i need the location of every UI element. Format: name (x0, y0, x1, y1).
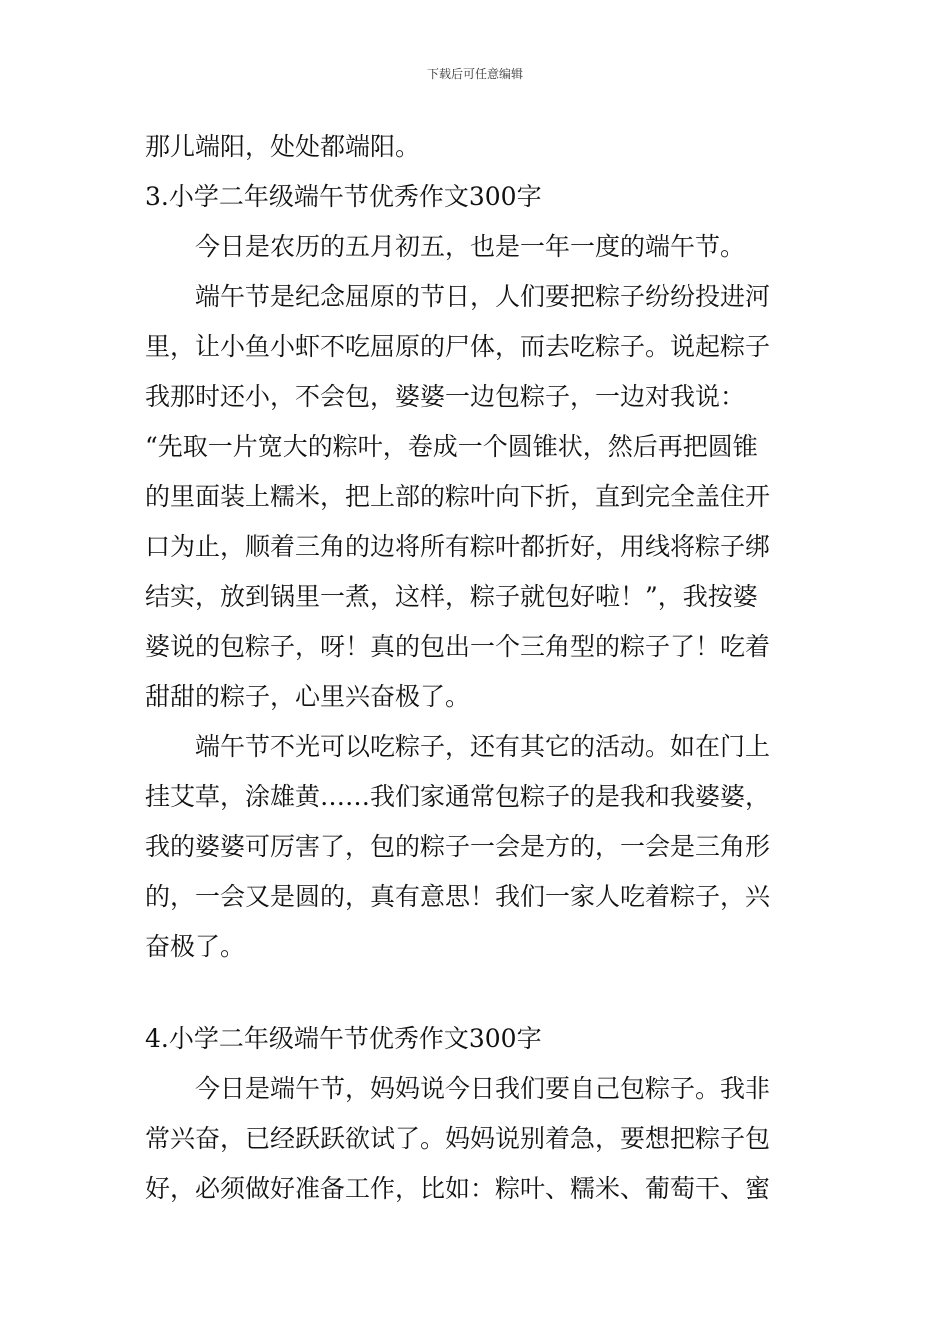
paragraph-line: 的，一会又是圆的，真有意思！我们一家人吃着粽子，兴 (145, 882, 771, 911)
paragraph-line: 我的婆婆可厉害了，包的粽子一会是方的，一会是三角形 (145, 832, 771, 861)
paragraph-line: 好，必须做好准备工作，比如：粽叶、糯米、葡萄干、蜜 (145, 1174, 771, 1203)
paragraph-line: 今日是端午节，妈妈说今日我们要自己包粽子。我非 (195, 1074, 771, 1103)
paragraph-line: 里，让小鱼小虾不吃屈原的尸体，而去吃粽子。说起粽子 (145, 332, 771, 361)
section-title: 3.小学二年级端午节优秀作文300字 (145, 182, 542, 211)
paragraph-line: 奋极了。 (145, 932, 246, 961)
paragraph-line: 结实，放到锅里一煮，这样，粽子就包好啦！”，我按婆 (145, 582, 758, 611)
paragraph-line: 我那时还小，不会包，婆婆一边包粽子，一边对我说： (145, 382, 746, 411)
page-header: 下载后可任意编辑 (426, 67, 523, 81)
paragraph-line: 今日是农历的五月初五，也是一年一度的端午节。 (195, 232, 746, 261)
paragraph-line: 挂艾草，涂雄黄……我们家通常包粽子的是我和我婆婆， (145, 782, 771, 811)
paragraph-line: 端午节不光可以吃粽子，还有其它的活动。如在门上 (195, 732, 771, 761)
paragraph-line: 甜甜的粽子，心里兴奋极了。 (145, 682, 471, 711)
section-title: 4.小学二年级端午节优秀作文300字 (145, 1024, 542, 1053)
document-body (145, 122, 810, 1214)
paragraph-line: 常兴奋，已经跃跃欲试了。妈妈说别着急，要想把粽子包 (145, 1124, 771, 1153)
paragraph-line: 端午节是纪念屈原的节日，人们要把粽子纷纷投进河 (195, 282, 771, 311)
paragraph-line: 口为止，顺着三角的边将所有粽叶都折好，用线将粽子绑 (145, 532, 771, 561)
paragraph-line: 的里面装上糯米，把上部的粽叶向下折，直到完全盖住开 (145, 482, 771, 511)
paragraph-line: 婆说的包粽子，呀！真的包出一个三角型的粽子了！吃着 (145, 632, 771, 661)
paragraph-line: “先取一片宽大的粽叶，卷成一个圆锥状，然后再把圆锥 (145, 432, 758, 461)
section-gap (145, 972, 810, 1014)
text-line: 那儿端阳，处处都端阳。 (145, 132, 421, 161)
